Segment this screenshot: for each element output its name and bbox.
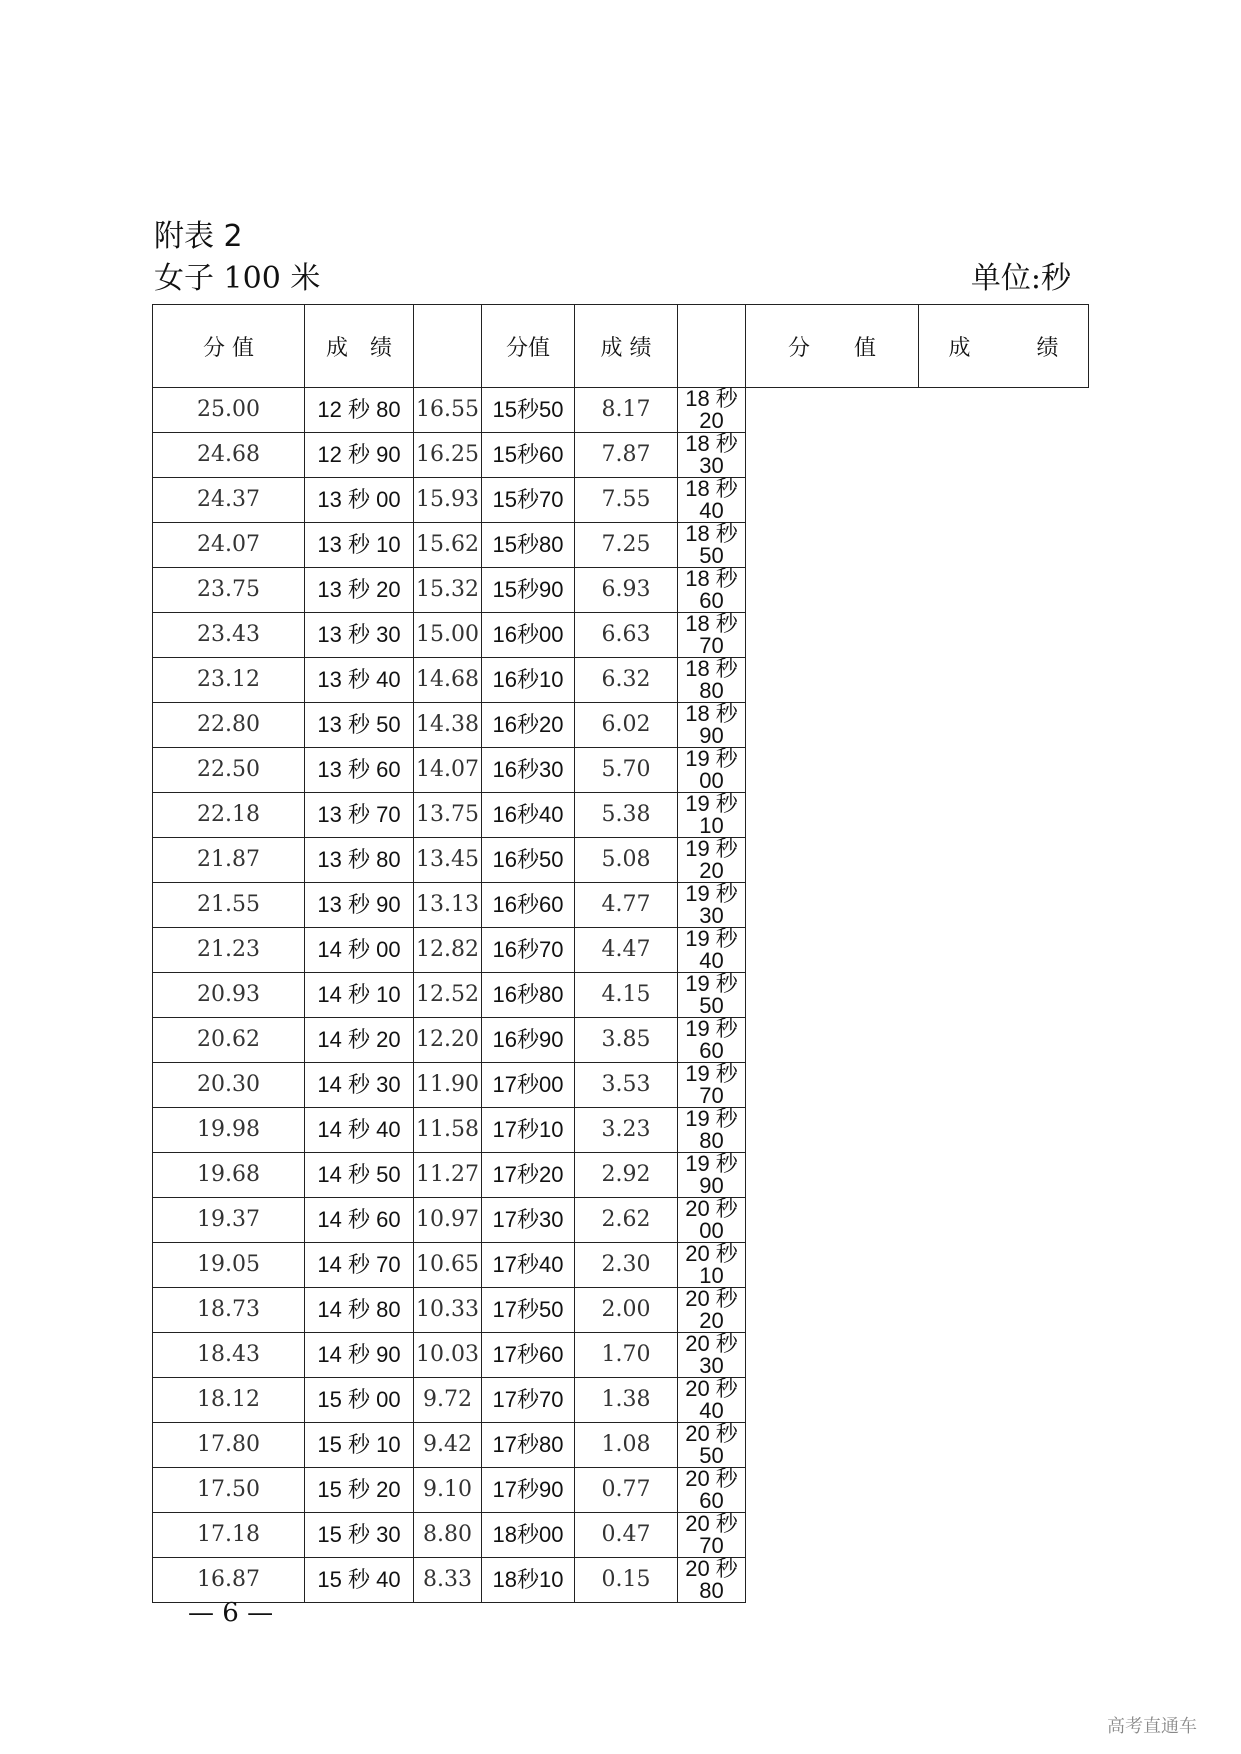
time-cell: 15 秒 30 [305,1513,414,1558]
score-cell: 18.73 [153,1288,305,1333]
time-cell: 19 秒 00 [678,748,746,793]
time-cell: 14 秒 40 [305,1108,414,1153]
time-cell: 15秒70 [482,478,575,523]
time-cell: 19 秒 20 [678,838,746,883]
score-cell: 7.87 [575,433,678,478]
time-cell: 13 秒 50 [305,703,414,748]
time-cell: 16秒00 [482,613,575,658]
score-cell: 10.33 [414,1288,482,1333]
time-cell: 16秒20 [482,703,575,748]
time-cell: 18 秒 90 [678,703,746,748]
score-cell: 0.15 [575,1558,678,1603]
time-cell: 14 秒 70 [305,1243,414,1288]
table-row [153,973,1089,1018]
score-cell: 24.37 [153,478,305,523]
score-cell: 12.82 [414,928,482,973]
score-cell: 2.00 [575,1288,678,1333]
score-cell: 20.30 [153,1063,305,1108]
score-cell: 10.65 [414,1243,482,1288]
score-cell: 21.55 [153,883,305,928]
time-cell: 15秒90 [482,568,575,613]
table-row [153,748,1089,793]
header-time-1: 成 绩 [305,305,414,388]
score-cell: 20.93 [153,973,305,1018]
table-row [153,1333,1089,1378]
score-cell: 8.33 [414,1558,482,1603]
time-cell: 17秒50 [482,1288,575,1333]
table-row [153,703,1089,748]
score-cell: 10.97 [414,1198,482,1243]
table-row [153,523,1089,568]
time-cell: 14 秒 30 [305,1063,414,1108]
time-cell: 17秒70 [482,1378,575,1423]
table-row [153,1423,1089,1468]
time-cell: 20 秒 50 [678,1423,746,1468]
score-cell: 6.32 [575,658,678,703]
header-time-2: 成 绩 [575,305,678,388]
time-cell: 13 秒 70 [305,793,414,838]
time-cell: 19 秒 10 [678,793,746,838]
time-cell: 20 秒 80 [678,1558,746,1603]
score-cell: 14.38 [414,703,482,748]
score-cell: 17.80 [153,1423,305,1468]
score-cell: 11.90 [414,1063,482,1108]
table-row [153,1513,1089,1558]
table-row [153,613,1089,658]
time-cell: 13 秒 30 [305,613,414,658]
table-row [153,793,1089,838]
score-cell: 13.75 [414,793,482,838]
score-cell: 4.47 [575,928,678,973]
time-cell: 15 秒 00 [305,1378,414,1423]
appendix-label: 附表 2 [154,219,243,254]
score-cell: 9.72 [414,1378,482,1423]
time-cell: 19 秒 80 [678,1108,746,1153]
score-cell: 7.25 [575,523,678,568]
time-cell: 15 秒 10 [305,1423,414,1468]
header-time-3: 成 绩 [919,305,1089,388]
time-cell: 15秒80 [482,523,575,568]
time-cell: 17秒30 [482,1198,575,1243]
table-row [153,1018,1089,1063]
score-cell: 3.23 [575,1108,678,1153]
table-row [153,1153,1089,1198]
score-cell: 5.38 [575,793,678,838]
time-cell: 16秒50 [482,838,575,883]
table-row [153,1558,1089,1603]
time-cell: 13 秒 10 [305,523,414,568]
table-row [153,838,1089,883]
score-cell: 6.63 [575,613,678,658]
score-cell: 2.30 [575,1243,678,1288]
score-cell: 16.87 [153,1558,305,1603]
time-cell: 15秒50 [482,388,575,433]
table-header-row [153,305,1089,388]
score-cell: 5.08 [575,838,678,883]
score-cell: 5.70 [575,748,678,793]
time-cell: 17秒80 [482,1423,575,1468]
time-cell: 12 秒 80 [305,388,414,433]
table-row [153,388,1089,433]
time-cell: 18 秒 20 [678,388,746,433]
score-cell: 1.70 [575,1333,678,1378]
score-cell: 25.00 [153,388,305,433]
table-row [153,568,1089,613]
score-cell: 11.27 [414,1153,482,1198]
score-cell: 15.93 [414,478,482,523]
score-cell: 23.43 [153,613,305,658]
table-row [153,433,1089,478]
score-cell: 6.93 [575,568,678,613]
time-cell: 18秒00 [482,1513,575,1558]
score-cell: 21.23 [153,928,305,973]
time-cell: 17秒00 [482,1063,575,1108]
score-cell: 16.25 [414,433,482,478]
score-cell: 7.55 [575,478,678,523]
time-cell: 19 秒 40 [678,928,746,973]
score-cell: 15.00 [414,613,482,658]
score-cell: 11.58 [414,1108,482,1153]
time-cell: 14 秒 20 [305,1018,414,1063]
table-row [153,1108,1089,1153]
time-cell: 17秒20 [482,1153,575,1198]
score-cell: 15.62 [414,523,482,568]
score-cell: 24.07 [153,523,305,568]
score-cell: 2.62 [575,1198,678,1243]
score-cell: 13.45 [414,838,482,883]
time-cell: 16秒60 [482,883,575,928]
score-cell: 6.02 [575,703,678,748]
time-cell: 18 秒 30 [678,433,746,478]
time-cell: 16秒40 [482,793,575,838]
score-cell: 22.50 [153,748,305,793]
time-cell: 18 秒 50 [678,523,746,568]
table-body [153,388,1089,1603]
table-row [153,1468,1089,1513]
time-cell: 14 秒 00 [305,928,414,973]
score-cell: 24.68 [153,433,305,478]
time-cell: 16秒70 [482,928,575,973]
score-cell: 3.85 [575,1018,678,1063]
time-cell: 20 秒 60 [678,1468,746,1513]
score-cell: 17.50 [153,1468,305,1513]
time-cell: 17秒90 [482,1468,575,1513]
score-cell: 9.42 [414,1423,482,1468]
score-cell: 1.38 [575,1378,678,1423]
score-cell: 9.10 [414,1468,482,1513]
time-cell: 19 秒 50 [678,973,746,1018]
time-cell: 14 秒 10 [305,973,414,1018]
score-cell: 8.17 [575,388,678,433]
time-cell: 16秒90 [482,1018,575,1063]
score-cell: 19.05 [153,1243,305,1288]
event-title: 女子 100 米 [154,261,321,296]
time-cell: 18 秒 80 [678,658,746,703]
score-cell: 20.62 [153,1018,305,1063]
time-cell: 12 秒 90 [305,433,414,478]
time-cell: 13 秒 20 [305,568,414,613]
gap-column-1 [414,305,482,388]
table-row [153,1288,1089,1333]
score-cell: 19.98 [153,1108,305,1153]
time-cell: 18 秒 40 [678,478,746,523]
score-cell: 0.77 [575,1468,678,1513]
time-cell: 17秒10 [482,1108,575,1153]
table-row [153,883,1089,928]
time-cell: 19 秒 60 [678,1018,746,1063]
time-cell: 20 秒 20 [678,1288,746,1333]
score-cell: 0.47 [575,1513,678,1558]
time-cell: 19 秒 70 [678,1063,746,1108]
score-cell: 23.75 [153,568,305,613]
score-cell: 4.15 [575,973,678,1018]
time-cell: 14 秒 90 [305,1333,414,1378]
time-cell: 17秒60 [482,1333,575,1378]
score-cell: 15.32 [414,568,482,613]
table-row [153,1198,1089,1243]
header-score-3: 分 值 [746,305,919,388]
time-cell: 20 秒 00 [678,1198,746,1243]
time-cell: 15 秒 20 [305,1468,414,1513]
score-cell: 17.18 [153,1513,305,1558]
time-cell: 20 秒 30 [678,1333,746,1378]
score-cell: 4.77 [575,883,678,928]
watermark: 高考直通车 [1107,1716,1197,1737]
score-cell: 18.43 [153,1333,305,1378]
time-cell: 19 秒 30 [678,883,746,928]
time-cell: 15 秒 40 [305,1558,414,1603]
time-cell: 14 秒 80 [305,1288,414,1333]
score-cell: 10.03 [414,1333,482,1378]
table-row [153,1063,1089,1108]
time-cell: 13 秒 60 [305,748,414,793]
page-number: — 6 — [188,1598,274,1628]
score-cell: 19.37 [153,1198,305,1243]
time-cell: 14 秒 50 [305,1153,414,1198]
score-cell: 12.20 [414,1018,482,1063]
time-cell: 16秒30 [482,748,575,793]
gap-column-2 [678,305,746,388]
time-cell: 20 秒 10 [678,1243,746,1288]
time-cell: 18 秒 60 [678,568,746,613]
time-cell: 13 秒 90 [305,883,414,928]
score-cell: 1.08 [575,1423,678,1468]
score-cell: 18.12 [153,1378,305,1423]
time-cell: 17秒40 [482,1243,575,1288]
table-row [153,928,1089,973]
score-cell: 14.68 [414,658,482,703]
score-table [152,304,1089,1603]
score-cell: 21.87 [153,838,305,883]
header-score-1: 分 值 [153,305,305,388]
time-cell: 16秒80 [482,973,575,1018]
table-row [153,1378,1089,1423]
table-row [153,1243,1089,1288]
time-cell: 18秒10 [482,1558,575,1603]
table-row [153,658,1089,703]
time-cell: 13 秒 00 [305,478,414,523]
score-cell: 19.68 [153,1153,305,1198]
unit-label: 单位:秒 [970,261,1071,296]
score-cell: 3.53 [575,1063,678,1108]
table-row [153,478,1089,523]
time-cell: 20 秒 70 [678,1513,746,1558]
score-cell: 16.55 [414,388,482,433]
time-cell: 13 秒 80 [305,838,414,883]
time-cell: 18 秒 70 [678,613,746,658]
time-cell: 15秒60 [482,433,575,478]
time-cell: 20 秒 40 [678,1378,746,1423]
time-cell: 19 秒 90 [678,1153,746,1198]
time-cell: 16秒10 [482,658,575,703]
score-cell: 14.07 [414,748,482,793]
score-cell: 22.80 [153,703,305,748]
score-cell: 13.13 [414,883,482,928]
time-cell: 14 秒 60 [305,1198,414,1243]
score-cell: 12.52 [414,973,482,1018]
score-cell: 23.12 [153,658,305,703]
header-score-2: 分值 [482,305,575,388]
score-cell: 2.92 [575,1153,678,1198]
time-cell: 13 秒 40 [305,658,414,703]
score-cell: 22.18 [153,793,305,838]
score-cell: 8.80 [414,1513,482,1558]
